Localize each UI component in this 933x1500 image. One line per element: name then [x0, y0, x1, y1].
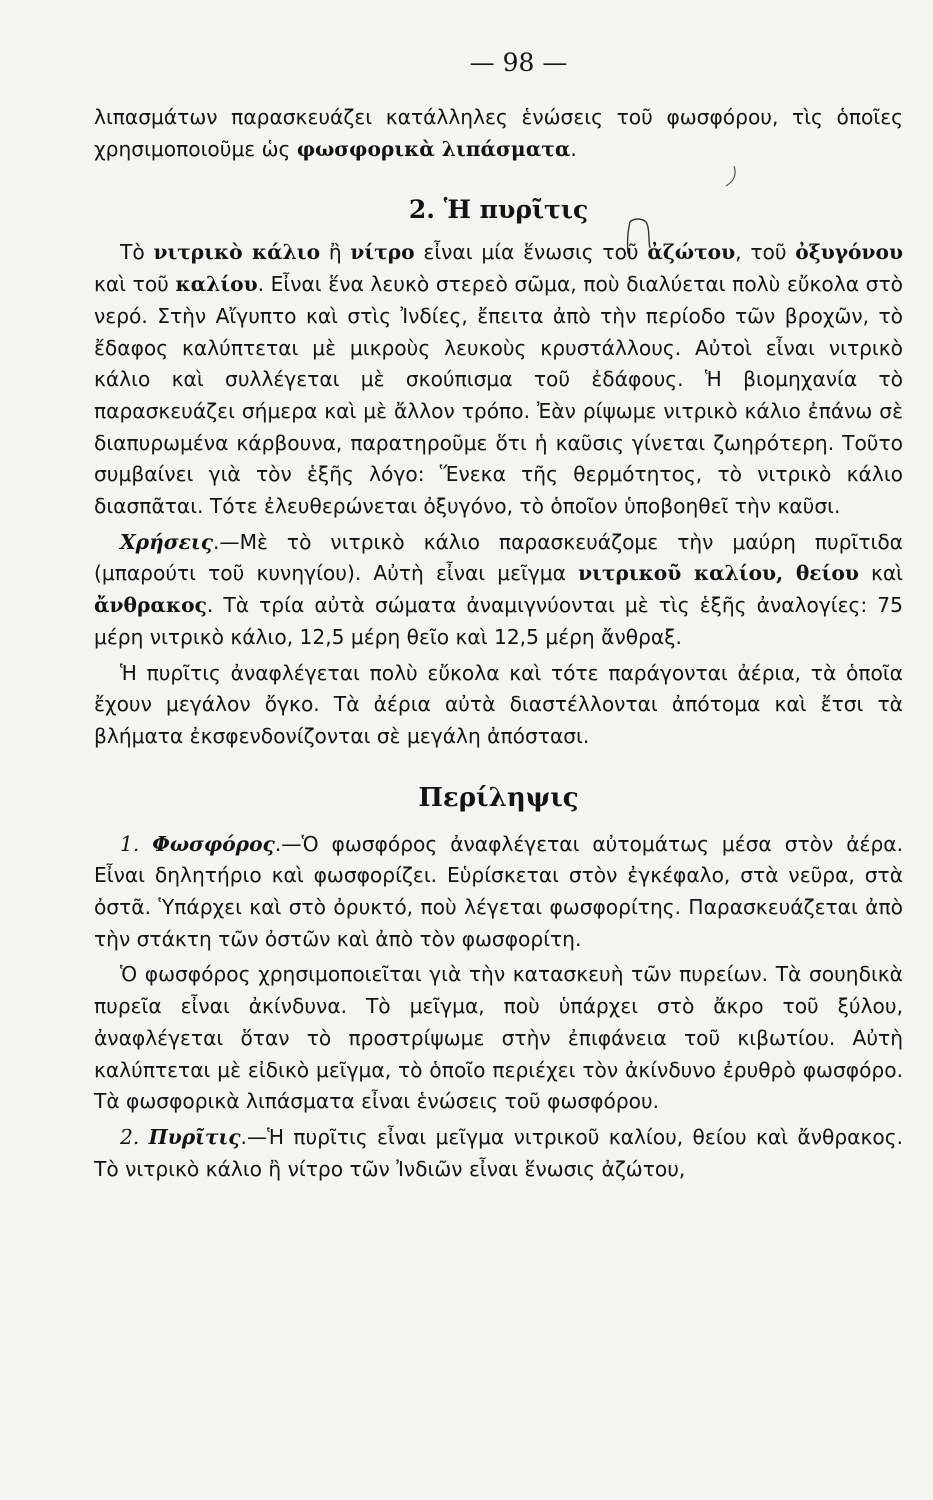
- text-run: . Εἶναι ἕνα λευκὸ στερεὸ σῶμα, ποὺ διαλύεται πολὺ εὔκολα στὸ νερό. Στὴν Αἴγυπτο καὶ στὶς Ἰνδίες, ἔπειτα ἀπὸ τὴν περίοδο τῶν βροχῶν, τὸ ἔδαφος καλύπτεται μὲ μικροὺς λευκοὺς κρυστάλλους. Αὐτοὶ εἶναι νιτρικὸ κάλιο καὶ συλλέγεται μὲ σκούπισμα τοῦ ἐδάφους. Ἡ βιομηχανία τὸ παρασκευάζει σήμερα καὶ μὲ ἄλλον τρόπο. Ἐὰν ρίψωμε νιτρικὸ κάλιο ἐπάνω σὲ διαπυρωμένα κάρβουνα, παρατηροῦμε ὅτι ἡ καῦσις γίνεται ζωηρότερη. Τοῦτο συμβαίνει γιὰ τὸν ἑξῆς λόγο: Ἕνεκα τῆς θερμότητος, τὸ νιτρικὸ κάλιο διασπᾶται. Τότε ἐλευθερώνεται ὀξυγόνο, τὸ ὁποῖον ὑποβοηθεῖ τὴν καῦσι.: [94, 272, 903, 519]
- page-number: — 98 —: [469, 48, 568, 77]
- intro-text-2: .: [570, 136, 577, 161]
- bold-term: νιτρικοῦ καλίου, θείου: [578, 561, 859, 586]
- intro-paragraph: [94, 102, 903, 165]
- gunpowder-paragraph-3: Ἡ πυρῖτις ἀναφλέγεται πολὺ εὔκολα καὶ τότε παράγονται ἀέρια, τὰ ὁποῖα ἔχουν μεγάλον ὄγκο. Τὰ ἀέρια αὐτὰ διαστέλλονται ἀπότομα καὶ ἔτσι τὰ βλήματα ἐκσφενδονίζονται σὲ μεγάλη ἀπόστασι.: [94, 660, 903, 748]
- text-run: Τὸ: [120, 240, 154, 265]
- bold-term: καλίου: [175, 272, 258, 297]
- intro-text-1: λιπασμάτων παρασκευάζει κατάλληλες ἑνώσεις τοῦ φωσφόρου, τὶς ὁποῖες χρησιμοποιοῦμε ὡς: [94, 105, 903, 161]
- text-run: .—Μὲ τὸ νιτρικὸ κάλιο παρασκευάζομε τὴν μαύρη πυρῖτιδα (μπαρούτι τοῦ κυνηγίου). Αὐτὴ εἶναι μεῖγμα: [94, 529, 903, 586]
- pencil-bracket-icon: [720, 164, 740, 190]
- text-run: , τοῦ: [735, 240, 796, 265]
- summary-phosphorus-paragraph: [94, 829, 903, 956]
- bold-term: ἄνθρακος: [94, 593, 207, 618]
- summary-heading: Περίληψις: [418, 782, 579, 813]
- text-run: καὶ: [858, 561, 904, 586]
- item-number: 1.: [120, 831, 140, 856]
- summary-gunpowder-paragraph: [94, 1122, 903, 1185]
- bold-term: νίτρο: [350, 240, 415, 265]
- intro-bold-term: φωσφορικὰ λιπάσματα: [296, 136, 571, 161]
- text-run: ἢ: [320, 240, 351, 265]
- summary-term: Πυρῖτις: [148, 1124, 241, 1149]
- gunpowder-paragraph-1: [94, 237, 903, 522]
- text-run: . Τὰ τρία αὐτὰ σώματα ἀναμιγνύονται μὲ τὶς ἑξῆς ἀναλογίες: 75 μέρη νιτρικὸ κάλιο, 12,5 μέρη θεῖο καὶ 12,5 μέρη ἄνθραξ.: [94, 593, 903, 649]
- section-heading-gunpowder: 2. Ἡ πυρῖτις: [408, 195, 589, 225]
- bold-term: νιτρικὸ κάλιο: [153, 240, 321, 265]
- summary-term: Φωσφόρος: [152, 831, 275, 856]
- item-number: 2.: [120, 1124, 140, 1149]
- text-run: .—Ὁ φωσφόρος ἀναφλέγεται αὐτομάτως μέσα στὸν ἀέρα. Εἶναι δηλητήριο καὶ φωσφορίζει. Εὑρίσκεται στὸν ἐγκέφαλο, στὰ νεῦρα, στὰ ὀστᾶ. Ὑπάρχει καὶ στὸ ὀρυκτό, ποὺ λέγεται φωσφορίτης. Παρασκευάζεται ἀπὸ τὴν στάκτη τῶν ὀστῶν καὶ ἀπὸ τὸν φωσφορίτη.: [94, 831, 903, 951]
- bold-term: ἀζώτου: [647, 240, 736, 265]
- summary-matches-paragraph: Ὁ φωσφόρος χρησιμοποιεῖται γιὰ τὴν κατασκευὴ τῶν πυρείων. Τὰ σουηδικὰ πυρεῖα εἶναι ἀκίνδυνα. Τὸ μεῖγμα, ποὺ ὑπάρχει στὸ ἄκρο τοῦ ξύλου, ἀναφλέγεται ὅταν τὸ προστρίψωμε στὴν ἐπιφάνεια τοῦ κιβωτίου. Αὐτὴ καλύπτεται μὲ εἰδικὸ μεῖγμα, τὸ ὁποῖο περιέχει τὸν ἀκίνδυνο ἐρυθρὸ φωσφόρο. Τὰ φωσφορικὰ λιπάσματα εἶναι ἑνώσεις τοῦ φωσφόρου.: [94, 962, 903, 1114]
- text-run: εἶναι μία ἕνωσις τοῦ: [414, 240, 648, 265]
- text-run: .—Ἡ πυρῖτις εἶναι μεῖγμα νιτρικοῦ καλίου, θείου καὶ ἄνθρακος. Τὸ νιτρικὸ κάλιο ἢ νίτρο τῶν Ἰνδιῶν εἶναι ἕνωσις ἀζώτου,: [94, 1124, 903, 1181]
- bold-term: ὀξυγόνου: [795, 240, 903, 265]
- pencil-mark-icon: [624, 214, 654, 258]
- uses-label: Χρήσεις: [120, 529, 213, 554]
- gunpowder-uses-paragraph: [94, 527, 903, 654]
- text-run: καὶ τοῦ: [94, 272, 176, 297]
